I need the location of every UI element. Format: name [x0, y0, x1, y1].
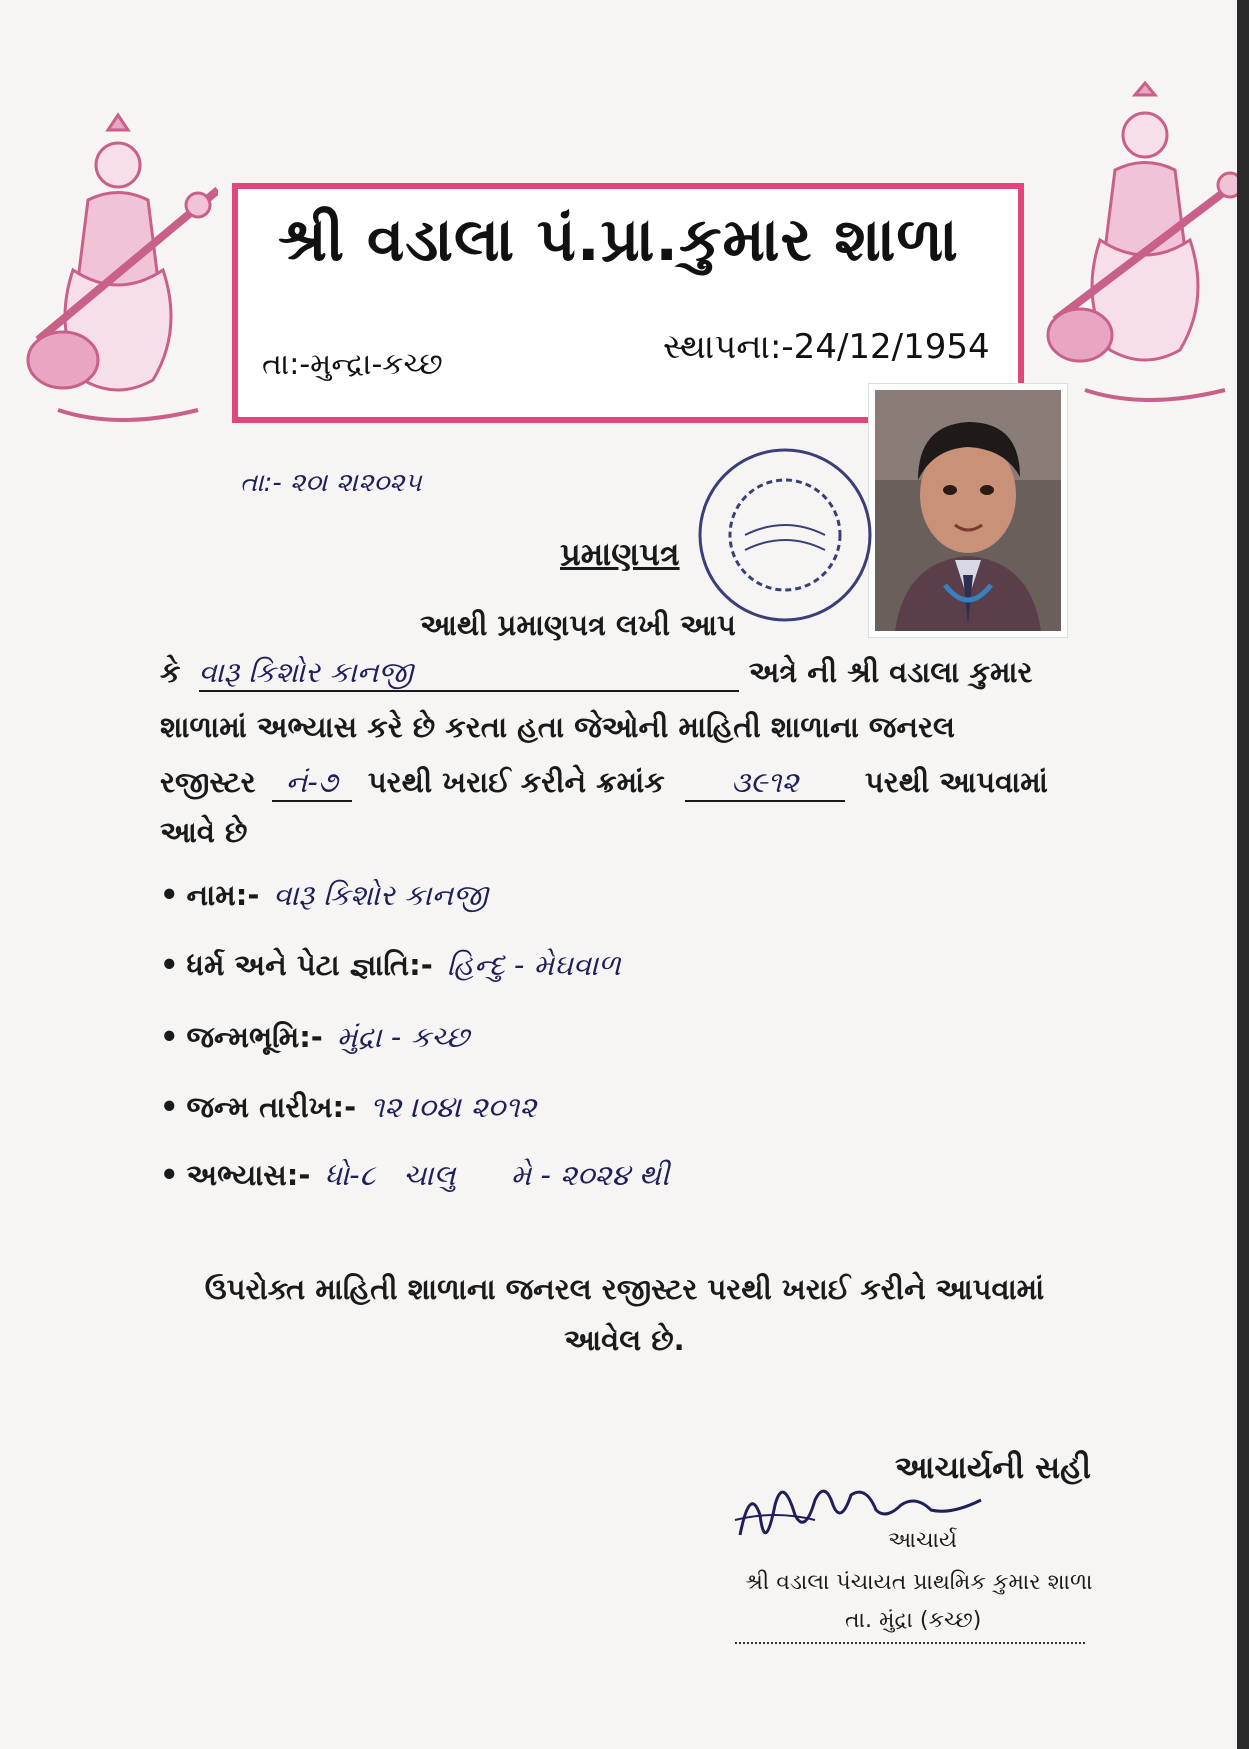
serial-number-filled: ૩૯૧૨ — [685, 765, 845, 802]
footer-line-2: આવેલ છે. — [564, 1323, 685, 1357]
school-name: શ્રી વડાલા પં.પ્રા.કુમાર શાળા — [278, 205, 959, 275]
designation-principal: આચાર્ય — [888, 1528, 957, 1553]
principal-signature-label: આચાર્યની સહી — [895, 1450, 1091, 1486]
issue-date: તા:- ૨૦। ૨।૨૦૨૫ — [240, 468, 422, 498]
handwritten-signature — [730, 1475, 1000, 1565]
certificate-title: પ્રમાણપત્ર — [560, 535, 680, 573]
field-name-label: નામ:- — [186, 878, 260, 912]
register-number-filled: નં-૭ — [272, 765, 352, 802]
body-line-5: આવે છે — [160, 815, 248, 849]
footer-line-1: ઉપરોક્ત માહિતી શાળાના જનરલ રજીસ્ટર પરથી ખરાઈ કરીને આપવામાં — [204, 1272, 1045, 1306]
field-study: • અભ્યાસ:- ધો-૮ ચાલુ મે - ૨૦૨૪ થી — [160, 1158, 670, 1192]
body-line-4-prefix: રજીસ્ટર — [160, 765, 256, 799]
student-photo — [868, 383, 1068, 638]
seal-school-name: શ્રી વડાલા પંચાયત પ્રાથમિક કુમાર શાળા — [745, 1570, 1093, 1595]
field-birthdate-value: ૧૨ ।૦૪। ૨૦૧૨ — [370, 1090, 537, 1124]
field-name: • નામ:- વારૂ કિશોર કાનજી — [160, 878, 488, 912]
body-line-2-prefix: કે — [160, 655, 181, 689]
body-line-4-suffix: પરથી આપવામાં — [864, 765, 1048, 799]
body-line-1: આથી પ્રમાણપત્ર લખી આપ — [420, 608, 736, 642]
field-birthdate-label: જન્મ તારીખ:- — [186, 1090, 357, 1124]
established-date: સ્થાપના:-24/12/1954 — [663, 327, 990, 367]
body-line-2-suffix: અત્રે ની શ્રી વડાલા કુમાર — [748, 655, 1033, 689]
field-religion-caste: • ધર્મ અને પેટા જ્ઞાતિ:- હિન્દુ - મેઘવાળ — [160, 948, 621, 982]
scan-edge — [1237, 0, 1249, 1749]
seal-taluka: તા. મુંદ્રા (કચ્છ) — [845, 1608, 982, 1633]
field-study-value: ધો-૮ ચાલુ મે - ૨૦૨૪ થી — [324, 1158, 670, 1192]
body-line-4-mid: પરથી ખરાઈ કરીને ક્રમાંક — [367, 765, 665, 799]
field-religion-value: હિન્દુ - મેઘવાળ — [446, 948, 621, 982]
field-study-label: અભ્યાસ:- — [186, 1158, 311, 1192]
field-birthplace-label: જન્મભૂમિ:- — [186, 1020, 323, 1054]
field-religion-label: ધર્મ અને પેટા જ્ઞાતિ:- — [186, 948, 433, 982]
taluka-label: તા:-મુન્દ્રા-કચ્છ — [262, 347, 443, 382]
saraswati-illustration-right — [1045, 80, 1245, 420]
field-birthplace: • જન્મભૂમિ:- મુંદ્રા - કચ્છ — [160, 1020, 469, 1054]
seal-underline — [735, 1642, 1085, 1644]
field-name-value: વારૂ કિશોર કાનજી — [273, 878, 488, 912]
body-line-2 — [160, 655, 1033, 692]
school-round-stamp — [690, 440, 880, 630]
field-birthplace-value: મુંદ્રા - કચ્છ — [336, 1020, 469, 1054]
body-line-3: શાળામાં અભ્યાસ કરે છે કરતા હતા જેઓની માહિતી શાળાના જનરલ — [160, 710, 955, 744]
body-line-4 — [160, 765, 1048, 802]
saraswati-illustration-left — [18, 110, 218, 440]
field-birthdate: • જન્મ તારીખ:- ૧૨ ।૦૪। ૨૦૧૨ — [160, 1090, 537, 1124]
student-name-filled: વારૂ કિશોર કાનજી — [199, 655, 739, 692]
